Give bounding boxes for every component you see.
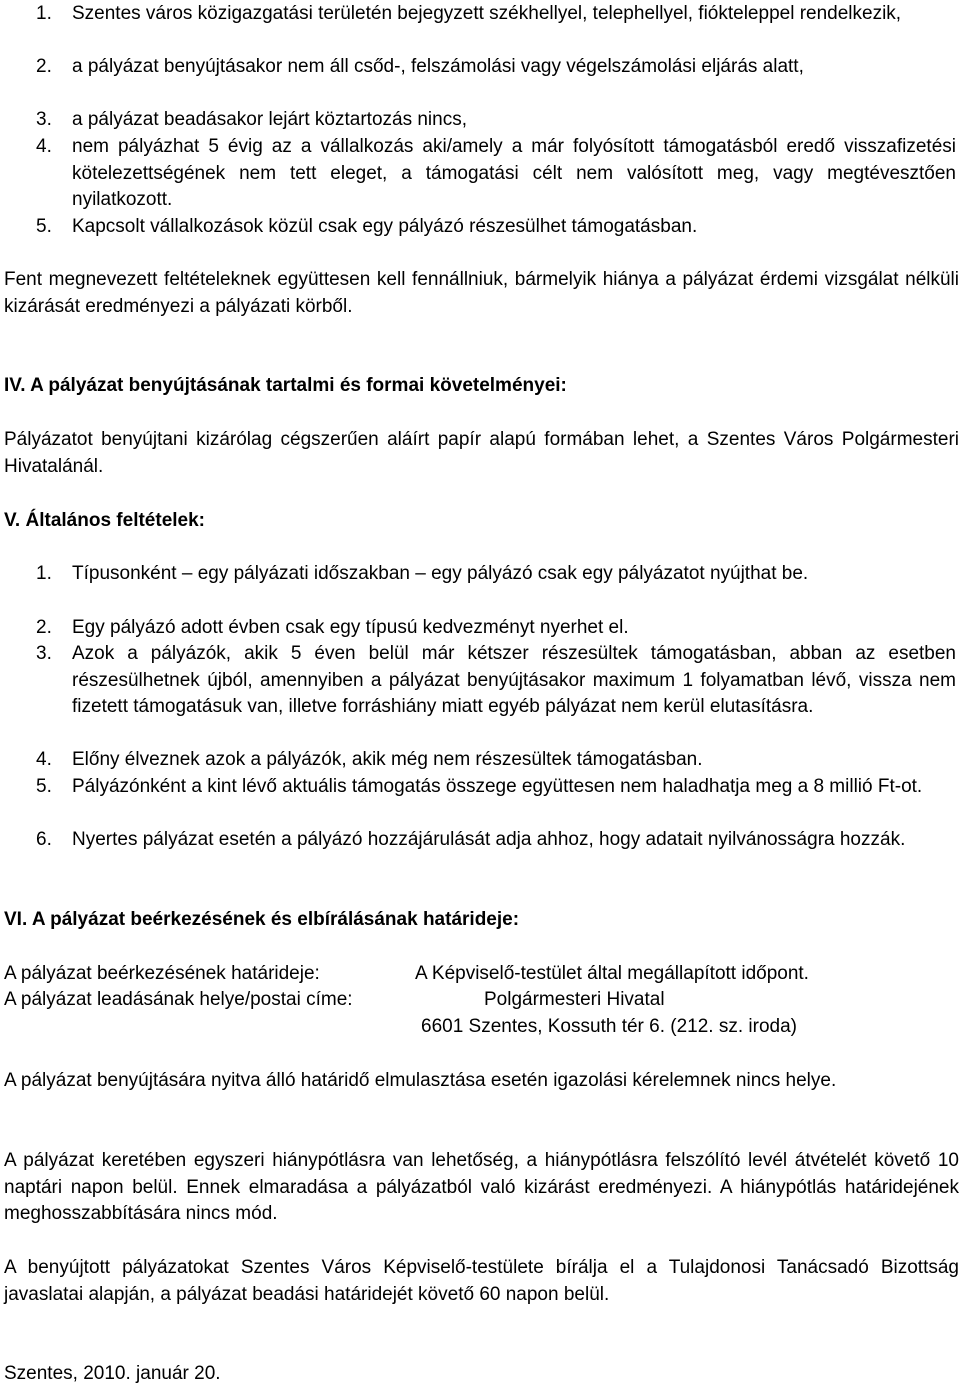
list-item [36, 641, 956, 721]
list-number: 5. [36, 776, 52, 797]
list-number: 5. [36, 216, 52, 237]
list-text: Azok a pályázók, akik 5 éven belül már kétszer részesültek támogatásban, abban az esetben részesülhetnek újból, amennyiben a pályázat benyújtásakor maximum 1 folyamatban lévő, vissza nem fizetett támogatásuk van, illetve forráshiány miatt egyéb pályázat nem kerül elutasításra. [72, 643, 956, 718]
list-number: 3. [36, 109, 52, 130]
list-number: 6. [36, 829, 52, 850]
list-text: Nyertes pályázat esetén a pályázó hozzájárulását adja ahhoz, hogy adatait nyilvánosságra hozzák. [72, 829, 906, 850]
address-line-1: Polgármesteri Hivatal [484, 989, 665, 1010]
list-item [36, 561, 956, 588]
list-text: Típusonként – egy pályázati időszakban – egy pályázó csak egy pályázatot nyújthat be. [72, 563, 809, 584]
list-item [36, 54, 956, 81]
list-text: nem pályázhat 5 évig az a vállalkozás aki/amely a már folyósított támogatásból eredő visszafizetési kötelezettségének nem tett eleget, a támogatási célt nem valósított meg, vagy megtévesztően nyilatkozott. [72, 136, 956, 211]
signature-date: Szentes, 2010. január 20. [4, 1363, 221, 1384]
list-number: 2. [36, 617, 52, 638]
section-number: VI. [4, 909, 28, 930]
list-text: a pályázat benyújtásakor nem áll csőd-, felszámolási vagy végelszámolási eljárás alatt, [72, 56, 804, 77]
section-heading-v [4, 508, 205, 535]
list-item [36, 774, 956, 801]
section-title: A pályázat beérkezésének és elbírálásának határideje: [31, 909, 520, 930]
section-number: V. [4, 510, 21, 531]
list-number: 4. [36, 749, 52, 770]
list-text: Pályázónként a kint lévő aktuális támogatás összege együttesen nem haladhatja meg a 8 millió Ft-ot. [72, 776, 923, 797]
section-number: IV. [4, 375, 26, 396]
deficiency-paragraph: A pályázat keretében egyszeri hiánypótlásra van lehetőség, a hiánypótlásra felszólító levél átvételét követő 10 naptári napon belül. Ennek elmaradása a pályázatból való kizárást eredményezi. A hiánypótlás határidejének meghosszabbítására nincs mód. [4, 1150, 959, 1225]
address-line-2: 6601 Szentes, Kossuth tér 6. (212. sz. iroda) [421, 1016, 797, 1037]
deadline-value: A Képviselő-testület által megállapított időpont. [415, 963, 809, 984]
list-text: Egy pályázó adott évben csak egy típusú kedvezményt nyerhet el. [72, 617, 629, 638]
address-label: A pályázat leadásának helye/postai címe: [4, 989, 353, 1010]
section-heading-vi [4, 907, 519, 934]
section-title: Általános feltételek: [25, 510, 205, 531]
list-item [36, 134, 956, 214]
list-item [36, 747, 956, 774]
list-item [36, 107, 956, 134]
list-text: Szentes város közigazgatási területén bejegyzett székhellyel, telephellyel, fiókteleppel rendelkezik, [72, 3, 902, 24]
list-number: 1. [36, 563, 52, 584]
no-excuse-paragraph: A pályázat benyújtására nyitva álló határidő elmulasztása esetén igazolási kérelemnek nincs helye. [4, 1070, 837, 1091]
list-item [36, 827, 956, 854]
list-number: 2. [36, 56, 52, 77]
section-heading-iv [4, 373, 567, 400]
list-number: 3. [36, 643, 52, 664]
section-iv-body: Pályázatot benyújtani kizárólag cégszerűen aláírt papír alapú formában lehet, a Szentes Város Polgármesteri Hivatalánál. [4, 429, 959, 477]
list-text: a pályázat beadásakor lejárt köztartozás nincs, [72, 109, 467, 130]
section-title: A pályázat benyújtásának tartalmi és formai követelményei: [30, 375, 567, 396]
list-text: Kapcsolt vállalkozások közül csak egy pályázó részesülhet támogatásban. [72, 216, 698, 237]
list-item [36, 615, 956, 642]
list-item [36, 1, 956, 28]
list-number: 1. [36, 3, 52, 24]
list-item [36, 214, 956, 241]
review-paragraph: A benyújtott pályázatokat Szentes Város Képviselő-testülete bírálja el a Tulajdonosi Tanácsadó Bizottság javaslatai alapján, a pályázat beadási határidejét követő 60 napon belül. [4, 1257, 959, 1305]
list-text: Előny élveznek azok a pályázók, akik még nem részesültek támogatásban. [72, 749, 703, 770]
deadline-label: A pályázat beérkezésének határideje: [4, 963, 320, 984]
list-number: 4. [36, 136, 52, 157]
conditions-paragraph: Fent megnevezett feltételeknek együttesen kell fennállniuk, bármelyik hiánya a pályázat érdemi vizsgálat nélküli kizárását eredményezi a pályázati körből. [4, 269, 959, 317]
